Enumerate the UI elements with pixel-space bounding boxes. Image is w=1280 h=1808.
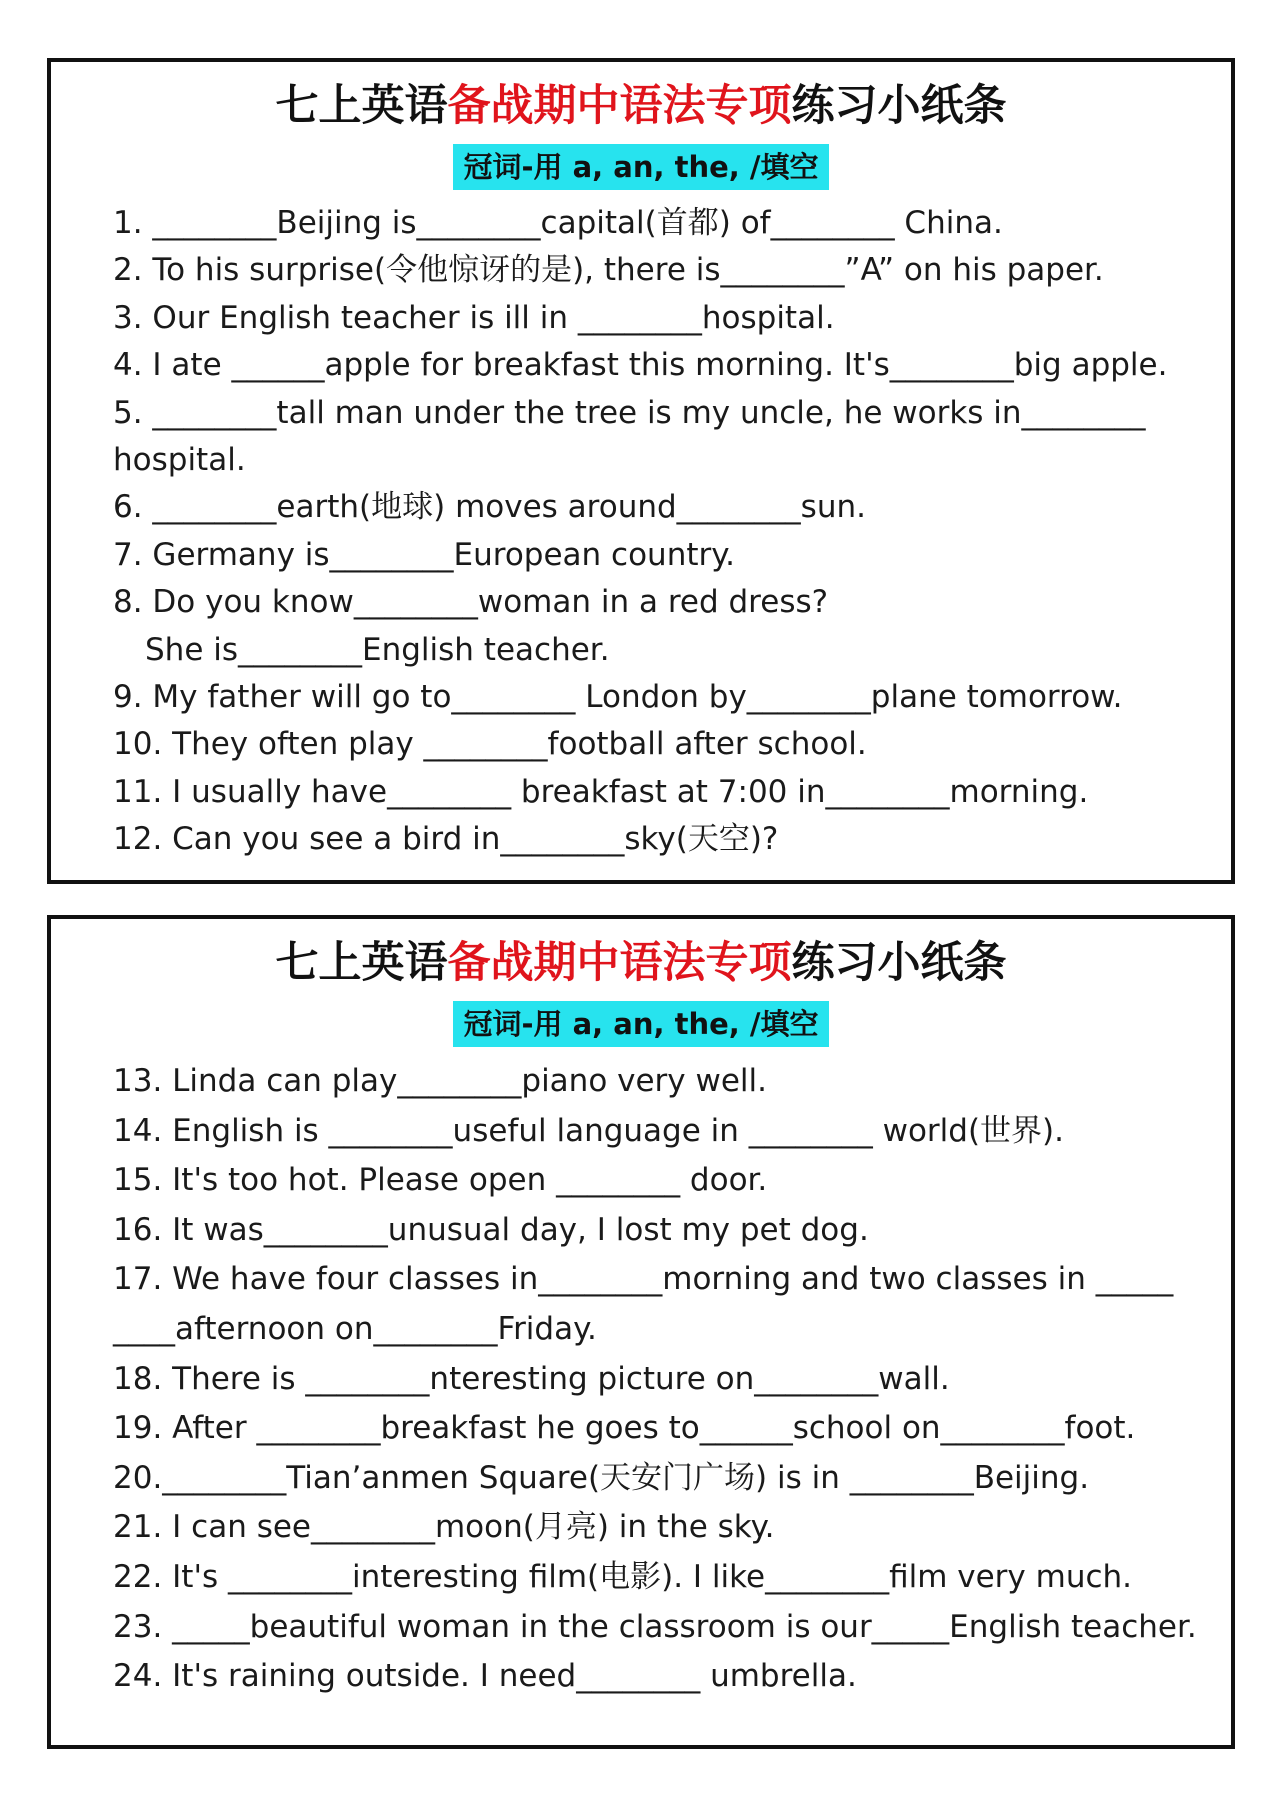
question-21: 21. I can see________moon(月亮) in the sky. <box>113 1509 775 1546</box>
question-18: 18. There is ________nteresting picture on________wall. <box>113 1360 950 1397</box>
title-part-2: 备战期中语法专项 <box>447 81 792 131</box>
worksheet-card-1 <box>47 58 1235 884</box>
worksheet-title <box>51 933 1231 993</box>
topic-badge: 冠词-用 a, an, the, /填空 <box>453 144 828 190</box>
question-list <box>113 200 1211 864</box>
question-8: 8. Do you know________woman in a red dress? <box>113 584 829 621</box>
question-7: 7. Germany is________European country. <box>113 536 736 573</box>
question-1: 1. ________Beijing is________capital(首都) of________ China. <box>113 205 1003 241</box>
worksheet-title <box>51 76 1231 136</box>
question-10: 10. They often play ________football after school. <box>113 726 867 763</box>
question-20: 20.________Tian’anmen Square(天安门广场) is in ________Beijing. <box>113 1459 1090 1496</box>
question-9: 9. My father will go to________ London by________plane tomorrow. <box>113 679 1123 716</box>
question-5: 5. ________tall man under the tree is my uncle, he works in________ <box>113 394 1146 431</box>
question-17: 17. We have four classes in________morning and two classes in _____ <box>113 1261 1174 1298</box>
question-17-continued: ____afternoon on________Friday. <box>113 1310 597 1347</box>
question-5-continued: hospital. <box>113 442 246 479</box>
question-24: 24. It's raining outside. I need________ umbrella. <box>113 1658 857 1695</box>
question-2: 2. To his surprise(令他惊讶的是), there is________”A” on his paper. <box>113 252 1104 289</box>
title-part-1: 七上英语 <box>275 938 448 988</box>
title-part-3: 练习小纸条 <box>791 81 1007 131</box>
question-19: 19. After ________breakfast he goes to______school on________foot. <box>113 1410 1136 1447</box>
title-part-1: 七上英语 <box>275 81 448 131</box>
question-6: 6. ________earth(地球) moves around________sun. <box>113 489 866 526</box>
title-part-2: 备战期中语法专项 <box>447 938 792 988</box>
question-14: 14. English is ________useful language in ________ world(世界). <box>113 1112 1065 1149</box>
question-list <box>113 1057 1211 1702</box>
question-4: 4. I ate ______apple for breakfast this morning. It's________big apple. <box>113 347 1168 384</box>
question-16: 16. It was________unusual day, I lost my pet dog. <box>113 1211 869 1248</box>
question-8-continued: She is________English teacher. <box>145 631 610 668</box>
question-3: 3. Our English teacher is ill in ________hospital. <box>113 299 835 336</box>
worksheet-card-2 <box>47 915 1235 1749</box>
question-23: 23. _____beautiful woman in the classroom is our_____English teacher. <box>113 1608 1197 1645</box>
question-15: 15. It's too hot. Please open ________ door. <box>113 1162 768 1199</box>
title-part-3: 练习小纸条 <box>791 938 1007 988</box>
question-12: 12. Can you see a bird in________sky(天空)? <box>113 821 779 858</box>
question-22: 22. It's ________interesting film(电影). I like________film very much. <box>113 1558 1133 1595</box>
question-11: 11. I usually have________ breakfast at 7:00 in________morning. <box>113 773 1089 810</box>
topic-badge: 冠词-用 a, an, the, /填空 <box>453 1001 828 1047</box>
question-13: 13. Linda can play________piano very well. <box>113 1063 768 1099</box>
